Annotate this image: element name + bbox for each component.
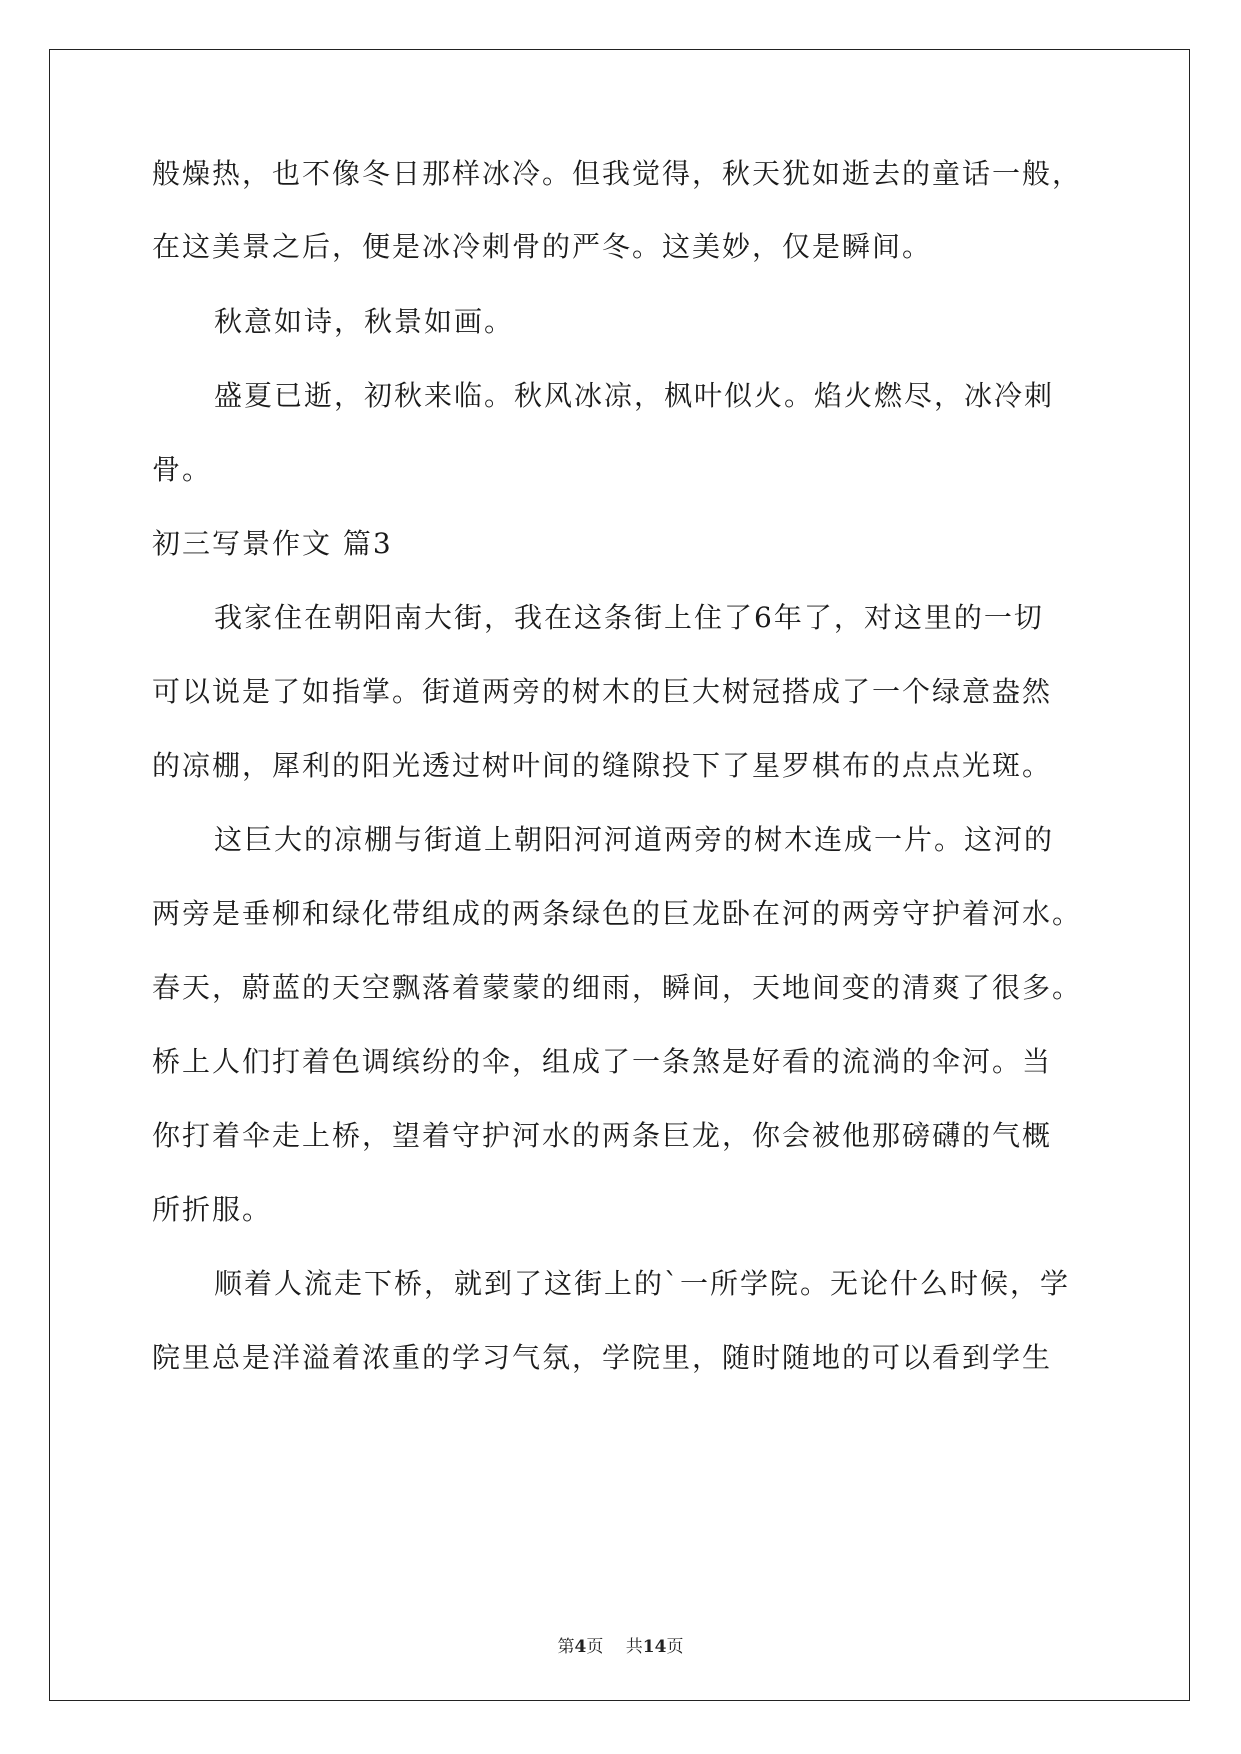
page-border [49,49,1190,1701]
text-line: 两旁是垂柳和绿化带组成的两条绿色的巨龙卧在河的两旁守护着河水。 [152,897,1083,930]
paragraph-line: 顺着人流走下桥，就到了这街上的`一所学院。无论什么时候，学 [214,1267,1071,1300]
text-line: 的凉棚，犀利的阳光透过树叶间的缝隙投下了星罗棋布的点点光斑。 [152,749,1053,782]
text-line: 院里总是洋溢着浓重的学习气氛，学院里，随时随地的可以看到学生 [152,1341,1053,1374]
paragraph-line: 我家住在朝阳南大街，我在这条街上住了6年了，对这里的一切 [214,601,1044,634]
text-line: 般燥热，也不像冬日那样冰冷。但我觉得，秋天犹如逝去的童话一般， [152,157,1083,190]
paragraph-line: 这巨大的凉棚与街道上朝阳河河道两旁的树木连成一片。这河的 [214,823,1055,856]
paragraph-line: 秋意如诗，秋景如画。 [214,305,515,338]
page-footer [0,1632,1241,1657]
text-line: 所折服。 [152,1193,273,1226]
footer-page-suffix: 页 [586,1637,604,1657]
section-heading: 初三写景作文 篇3 [152,527,393,560]
total-pages: 14 [642,1637,667,1657]
page-number: 4 [574,1637,587,1657]
text-line: 你打着伞走上桥，望着守护河水的两条巨龙，你会被他那磅礴的气概 [152,1119,1053,1152]
paragraph-line: 盛夏已逝，初秋来临。秋风冰凉，枫叶似火。焰火燃尽，冰冷刺 [214,379,1055,412]
footer-total-suffix: 页 [666,1637,684,1657]
text-line: 骨。 [152,453,213,486]
text-line: 桥上人们打着色调缤纷的伞，组成了一条煞是好看的流淌的伞河。当 [152,1045,1053,1078]
footer-prefix: 第 [557,1637,575,1657]
text-line: 春天，蔚蓝的天空飘落着蒙蒙的细雨，瞬间，天地间变的清爽了很多。 [152,971,1083,1004]
text-line: 在这美景之后，便是冰冷刺骨的严冬。这美妙，仅是瞬间。 [152,230,933,263]
text-line: 可以说是了如指掌。街道两旁的树木的巨大树冠搭成了一个绿意盎然 [152,675,1053,708]
footer-total-prefix: 共 [625,1637,643,1657]
